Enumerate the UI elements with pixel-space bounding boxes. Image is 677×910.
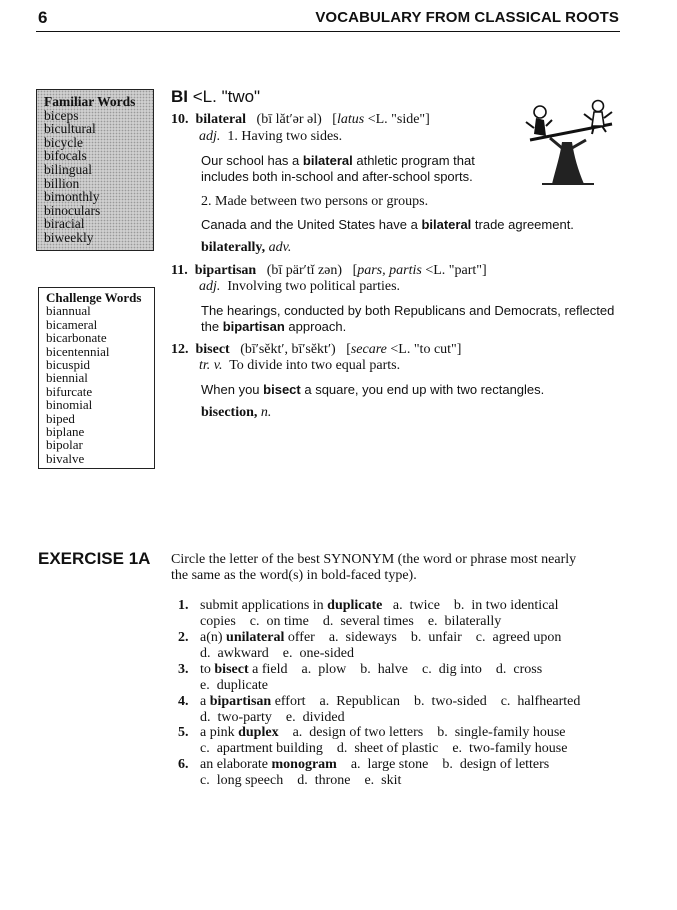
answer-choices: effort a. Republican b. two-sided c. halfhearted [271,694,581,709]
question-keyword: duplex [238,725,279,740]
seesaw-illustration-icon [522,98,618,186]
part-of-speech: adj. [199,279,221,294]
challenge-words-title: Challenge Words [46,290,142,305]
question-number: 3. [178,662,189,677]
question-number: 2. [178,630,189,645]
etymology-word: pars, partis [357,263,422,278]
root-origin: <L. "two" [192,87,261,106]
entry-number: 12. [171,342,189,357]
question-text: a(n) [200,630,227,645]
part-of-speech: tr. v. [199,358,223,373]
question-text: a [200,694,210,709]
exercise-instruction: the same as the word(s) in bold-faced type). [171,568,417,583]
example-sentence [201,319,346,334]
question-number: 4. [178,694,189,709]
familiar-word: billion [44,175,80,191]
answer-choices: a. large stone b. design of letters [336,757,550,772]
entry-word: bilateral [195,112,247,127]
entry-definition [199,129,342,145]
exercise-question [178,757,549,773]
challenge-word: biped [46,410,75,426]
familiar-words-box [36,89,154,251]
example-text: athletic program that [352,153,475,168]
etymology-origin: <L. "side"] [367,112,430,127]
exercise-title: EXERCISE 1A [38,549,151,568]
part-of-speech: adj. [199,129,221,144]
challenge-word: bicameral [46,316,98,332]
example-keyword: bisect [263,382,301,397]
entry-pronunciation: (bī′sĕkt′, bī′sĕkt′) [240,342,336,357]
derived-pos: adv. [268,240,292,255]
answer-choices: d. two-party e. divided [200,710,345,725]
entry-definition [199,279,400,295]
challenge-word: bifurcate [46,383,93,399]
example-keyword: bilateral [421,217,472,232]
derived-word: bisection, [201,405,258,420]
exercise-question [178,662,542,678]
question-keyword: duplicate [327,598,383,613]
root-word: BI [171,87,188,106]
page-number: 6 [38,8,48,27]
example-keyword: bipartisan [222,319,285,334]
familiar-word: bicycle [44,134,83,150]
answer-choices: a. design of two letters b. single-family house [278,725,566,740]
challenge-word: biennial [46,370,88,386]
familiar-word: biracial [44,216,85,232]
derived-form [201,405,271,421]
question-text: a pink [200,725,239,740]
familiar-word: biceps [44,107,79,123]
challenge-word: bivalve [46,450,85,466]
entry-definition: 2. Made between two persons or groups. [201,194,429,209]
familiar-word: bilingual [44,161,92,177]
root-heading [171,87,260,107]
entry-headline: 11. bipartisan (bī pär′tĭ zən) [pars, partis <L. "part"] [171,263,487,278]
definition-text: To divide into two equal parts. [229,358,401,373]
question-number: 1. [178,598,189,613]
question-keyword: bipartisan [209,694,272,709]
entry-headline: 12. bisect (bī′sĕkt′, bī′sĕkt′) [secare <L. "to cut"] [171,342,462,357]
question-text: an elaborate [200,757,272,772]
derived-word: bilaterally, [201,240,266,255]
familiar-word: bimonthly [44,189,100,205]
answer-choices: c. long speech d. throne e. skit [200,773,402,788]
answer-choices: a field a. plow b. halve c. dig into d. cross [248,662,543,677]
entry-word: bipartisan [194,263,257,278]
example-keyword: bilateral [302,153,353,168]
challenge-word: binomial [46,397,93,413]
question-number: 6. [178,757,189,772]
question-keyword: unilateral [226,630,285,645]
entry-pronunciation: (bī lăt′ər əl) [256,112,322,127]
example-sentence [201,153,475,168]
derived-pos: n. [260,405,272,420]
exercise-question [178,598,559,614]
question-keyword: bisect [214,662,249,677]
question-keyword: monogram [271,757,337,772]
answer-choices: c. apartment building d. sheet of plastic e. two-family house [200,741,568,756]
example-text: When you [201,382,264,397]
question-text: submit applications in [200,598,328,613]
familiar-word: bicultural [44,121,96,137]
challenge-word: biannual [46,303,91,319]
definition-text: Involving two political parties. [227,279,401,294]
entry-definition [199,358,400,374]
challenge-word: bicentennial [46,343,110,359]
etymology-origin: <L. "to cut"] [390,342,462,357]
example-text: a square, you end up with two rectangles. [300,382,545,397]
entry-headline: 10. bilateral (bī lăt′ər əl) [latus <L. "side"] [171,112,430,127]
etymology-origin: <L. "part"] [425,263,487,278]
answer-choices: d. awkward e. one-sided [200,646,354,661]
entry-pronunciation: (bī pär′tĭ zən) [266,263,343,278]
exercise-question [178,694,580,710]
entry-word: bisect [195,342,230,357]
derived-form [201,240,291,256]
answer-choices: a. twice b. in two identical [382,598,559,613]
etymology-word: latus [336,112,365,127]
example-text: Our school has a [201,153,303,168]
definition-text: 1. Having two sides. [227,129,343,144]
example-sentence [201,217,574,232]
challenge-word: bipolar [46,437,83,453]
entry-number: 10. [171,112,189,127]
etymology-word: secare [350,342,387,357]
challenge-words-box [38,287,155,469]
example-text: the [201,319,223,334]
example-sentence: The hearings, conducted by both Republicans and Democrats, reflected [201,303,615,318]
familiar-word: binoculars [44,202,101,218]
exercise-instruction: Circle the letter of the best SYNONYM (the word or phrase most nearly [171,552,577,567]
question-number: 5. [178,725,189,740]
answer-choices: offer a. sideways b. unfair c. agreed upon [284,630,562,645]
entry-number: 11. [171,263,188,278]
answer-choices: e. duplicate [200,678,269,693]
running-title: VOCABULARY FROM CLASSICAL ROOTS [315,9,619,26]
question-text: to [200,662,215,677]
header-rule [36,31,620,32]
challenge-word: bicarbonate [46,330,107,346]
example-text: Canada and the United States have a [201,217,422,232]
familiar-word: biweekly [44,229,94,245]
familiar-word: bifocals [44,148,87,164]
example-text: trade agreement. [471,217,574,232]
exercise-question [178,725,566,741]
challenge-word: bicuspid [46,357,91,373]
answer-choices: copies c. on time d. several times e. bilaterally [200,614,502,629]
example-sentence: includes both in-school and after-school sports. [201,169,473,184]
exercise-question [178,630,561,646]
familiar-words-title: Familiar Words [44,94,136,109]
example-sentence [201,382,544,397]
challenge-word: biplane [46,424,85,440]
example-text: approach. [284,319,347,334]
